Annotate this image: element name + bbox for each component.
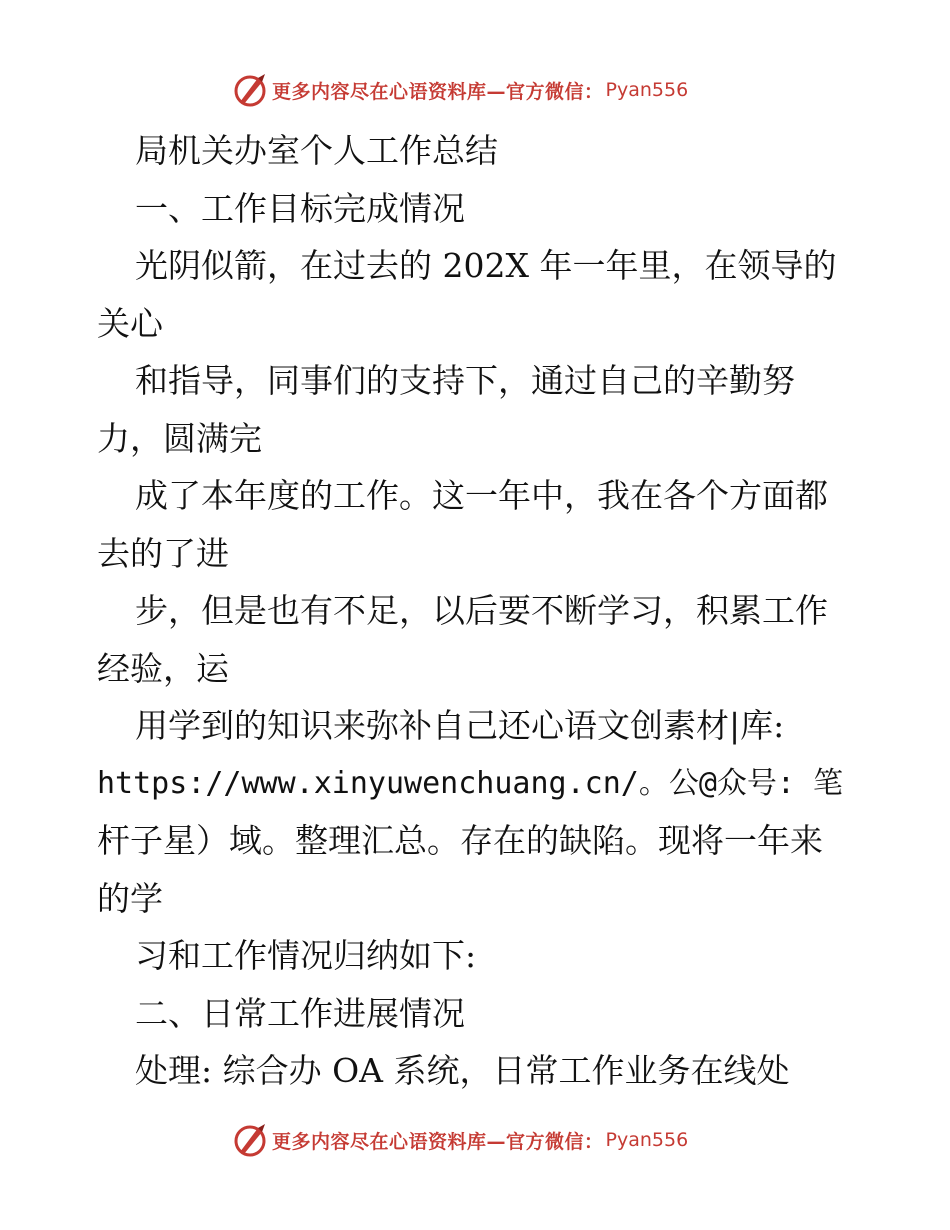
- text-line: 一、工作目标完成情况: [135, 188, 465, 228]
- header-banner: [232, 70, 688, 110]
- text-line: 局机关办室个人工作总结: [135, 131, 498, 170]
- footer-wechat-id: Pyan556: [605, 1129, 689, 1151]
- text-line: 力，圆满完: [97, 418, 262, 458]
- text-line: 步，但是也有不足，以后要不断学习，积累工作: [135, 591, 828, 630]
- text-line: 处理: 综合办 OA 系统，日常工作业务在线处: [135, 1051, 790, 1090]
- header-wechat-id: Pyan556: [605, 79, 689, 101]
- text-line: 关心: [97, 303, 163, 343]
- red-quill-logo-icon: [232, 72, 268, 108]
- text-line: 用学到的知识来弥补自己还心语文创素材|库:: [135, 706, 785, 745]
- text-line: 成了本年度的工作。这一年中，我在各个方面都: [135, 476, 828, 515]
- footer-banner: [232, 1120, 688, 1160]
- text-line: 的学: [97, 878, 163, 918]
- text-line: 二、日常工作进展情况: [135, 993, 465, 1033]
- text-line: 光阴似箭，在过去的 202X 年一年里，在领导的: [135, 246, 837, 285]
- red-quill-logo-icon: [232, 1122, 268, 1158]
- footer-banner-text: 更多内容尽在心语资料库—官方微信：: [272, 1130, 604, 1153]
- document-body: [97, 122, 857, 1100]
- text-line: 经验，运: [97, 648, 229, 688]
- text-line: 去的了进: [97, 533, 229, 573]
- text-line: 习和工作情况归纳如下:: [135, 936, 477, 975]
- text-line: 和指导，同事们的支持下，通过自己的辛勤努: [135, 361, 795, 400]
- header-banner-text: 更多内容尽在心语资料库—官方微信：: [272, 80, 604, 103]
- text-line: 杆子星）域。整理汇总。存在的缺陷。现将一年来: [97, 821, 823, 860]
- text-line: https://www.xinyuwenchuang.cn/。公@众号: 笔: [97, 765, 844, 801]
